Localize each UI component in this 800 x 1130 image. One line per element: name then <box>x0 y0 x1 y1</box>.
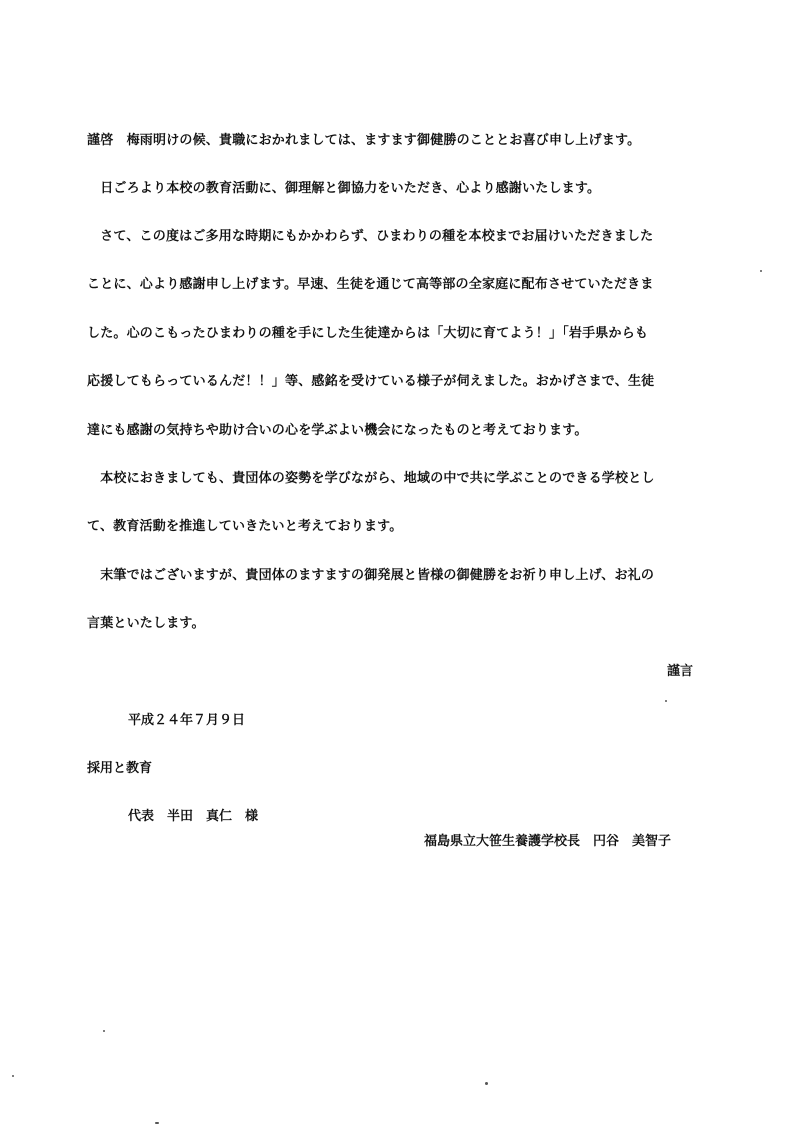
body-line-6: 応援してもらっているんだ！！」等、感銘を受けている様子が伺えました。おかげさまで、生徒 <box>87 374 655 389</box>
scan-speck <box>665 700 667 702</box>
closing-word: 謹言 <box>667 664 694 679</box>
body-line-2: 日ごろより本校の教育活動に、御理解と御協力をいただき、心より感謝いたします。 <box>87 181 601 196</box>
scan-speck <box>103 1030 105 1032</box>
body-line-8: 本校におきましても、貴団体の姿勢を学びながら、地域の中で共に学ぶことのできる学校とし <box>87 471 655 486</box>
scan-speck <box>760 270 762 272</box>
body-line-4: ことに、心より感謝申し上げます。早速、生徒を通じて高等部の全家庭に配布させていただきま <box>87 277 654 292</box>
body-line-10: 末筆ではございますが、貴団体のますますの御発展と皆様の御健勝をお祈り申し上げ、お礼の <box>87 568 655 583</box>
body-line-11: 言葉といたします。 <box>87 616 205 631</box>
body-line-3: さて、この度はご多用な時期にもかかわらず、ひまわりの種を本校までお届けいただきました <box>87 229 654 244</box>
body-line-1: 謹啓 梅雨明けの候、貴職におかれましては、ますます御健勝のこととお喜び申し上げます。 <box>87 133 641 148</box>
recipient-organization: 採用と教育 <box>87 761 153 776</box>
body-line-9: て、教育活動を推進していきたいと考えております。 <box>87 519 403 534</box>
body-line-7: 達にも感謝の気持ちや助け合いの心を学ぶよい機会になったものと考えております。 <box>87 423 588 438</box>
body-line-5: した。心のこもったひまわりの種を手にした生徒達からは「大切に育てよう！」「岩手県からも <box>87 326 649 341</box>
scan-speck <box>485 1082 488 1085</box>
recipient-name: 代表 半田 真仁 様 <box>128 809 259 824</box>
letter-date: 平成２４年７月９日 <box>128 713 246 728</box>
sender-signature: 福島県立大笹生養護学校長 円谷 美智子 <box>424 834 672 849</box>
scan-speck <box>12 1075 14 1077</box>
scan-speck <box>155 1122 159 1124</box>
